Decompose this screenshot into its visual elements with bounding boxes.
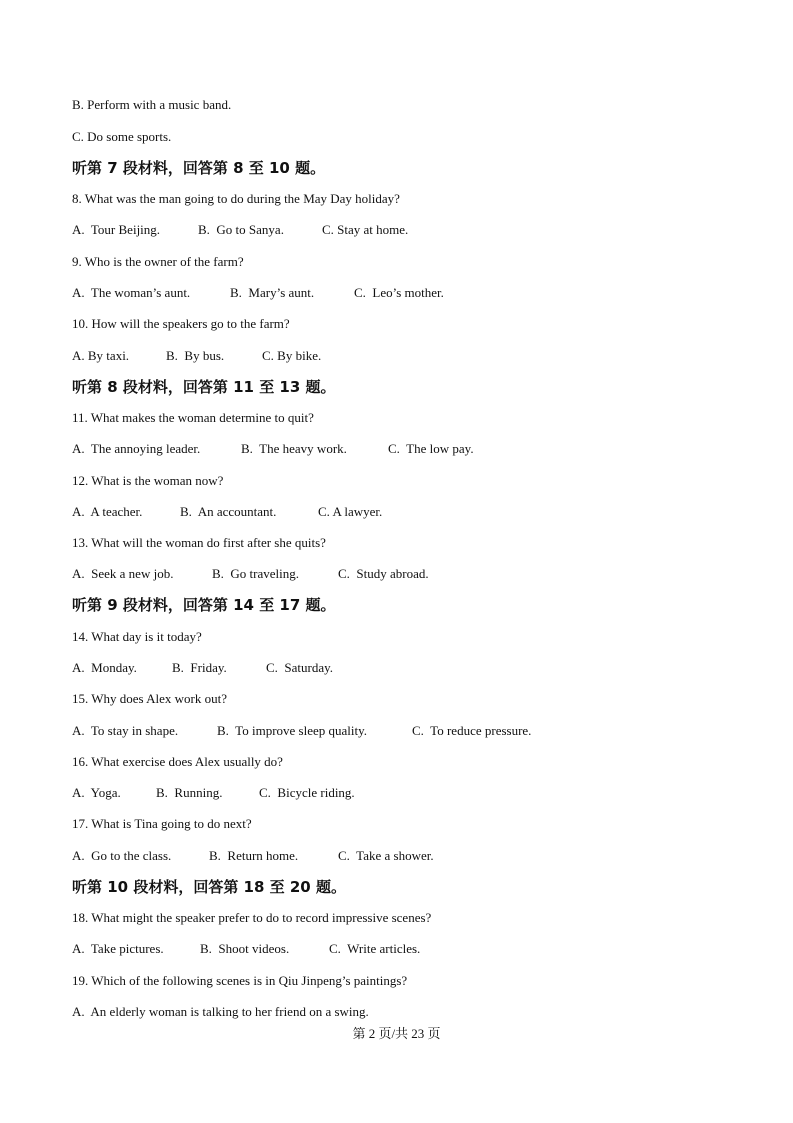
option-c: C. Write articles. <box>329 941 421 956</box>
option-b: B. Friday. <box>172 660 227 675</box>
option-a: A. A teacher. <box>72 504 143 519</box>
option-c: C. The low pay. <box>388 441 474 456</box>
section-heading: 听第 8 段材料，回答第 11 至 13 题。 <box>72 378 336 396</box>
option-a: A. Take pictures. <box>72 941 164 956</box>
question-text: 8. What was the man going to do during the May Day holiday? <box>72 191 400 206</box>
option-a: A. The woman’s aunt. <box>72 285 191 300</box>
option-a: A. To stay in shape. <box>72 723 179 738</box>
option-b: B. Mary’s aunt. <box>230 285 315 300</box>
question-text: 14. What day is it today? <box>72 629 202 644</box>
option-a: A. Tour Beijing. <box>72 222 161 237</box>
option-a: A. By taxi. <box>72 348 130 363</box>
option-line: C. Do some sports. <box>72 129 172 144</box>
option-a: A. Monday. <box>72 660 137 675</box>
option-b: B. By bus. <box>166 348 225 363</box>
question-text: 10. How will the speakers go to the farm? <box>72 316 290 331</box>
option-b: B. Running. <box>156 785 223 800</box>
option-b: B. To improve sleep quality. <box>217 723 368 738</box>
question-text: 9. Who is the owner of the farm? <box>72 254 244 269</box>
question-text: 19. Which of the following scenes is in Qiu Jinpeng’s paintings? <box>72 973 408 988</box>
option-a: A. Seek a new job. <box>72 566 174 581</box>
option-c: C. Saturday. <box>266 660 334 675</box>
option-a: A. Go to the class. <box>72 848 172 863</box>
option-c: C. Stay at home. <box>322 222 409 237</box>
question-text: 18. What might the speaker prefer to do to record impressive scenes? <box>72 910 432 925</box>
question-text: 16. What exercise does Alex usually do? <box>72 754 283 769</box>
option-line: B. Perform with a music band. <box>72 97 232 112</box>
question-text: 13. What will the woman do first after she quits? <box>72 535 326 550</box>
section-heading: 听第 9 段材料，回答第 14 至 17 题。 <box>72 596 336 614</box>
option-b: B. Shoot videos. <box>200 941 290 956</box>
question-text: 11. What makes the woman determine to quit? <box>72 410 314 425</box>
section-heading: 听第 7 段材料，回答第 8 至 10 题。 <box>72 159 326 177</box>
option-a: A. The annoying leader. <box>72 441 201 456</box>
option-c: C. By bike. <box>262 348 322 363</box>
question-text: 15. Why does Alex work out? <box>72 691 228 706</box>
option-a: A. An elderly woman is talking to her friend on a swing. <box>72 1004 369 1019</box>
option-c: C. Take a shower. <box>338 848 434 863</box>
option-b: B. The heavy work. <box>241 441 347 456</box>
question-text: 17. What is Tina going to do next? <box>72 816 252 831</box>
option-c: C. Study abroad. <box>338 566 429 581</box>
page-footer: 第 2 页/共 23 页 <box>352 1026 441 1041</box>
option-a: A. Yoga. <box>72 785 121 800</box>
option-c: C. To reduce pressure. <box>412 723 532 738</box>
option-c: C. Leo’s mother. <box>354 285 444 300</box>
option-b: B. Return home. <box>209 848 299 863</box>
option-c: C. A lawyer. <box>318 504 383 519</box>
section-heading: 听第 10 段材料，回答第 18 至 20 题。 <box>72 878 346 896</box>
option-b: B. Go to Sanya. <box>198 222 284 237</box>
option-b: B. An accountant. <box>180 504 277 519</box>
option-c: C. Bicycle riding. <box>259 785 355 800</box>
option-b: B. Go traveling. <box>212 566 300 581</box>
question-text: 12. What is the woman now? <box>72 473 224 488</box>
